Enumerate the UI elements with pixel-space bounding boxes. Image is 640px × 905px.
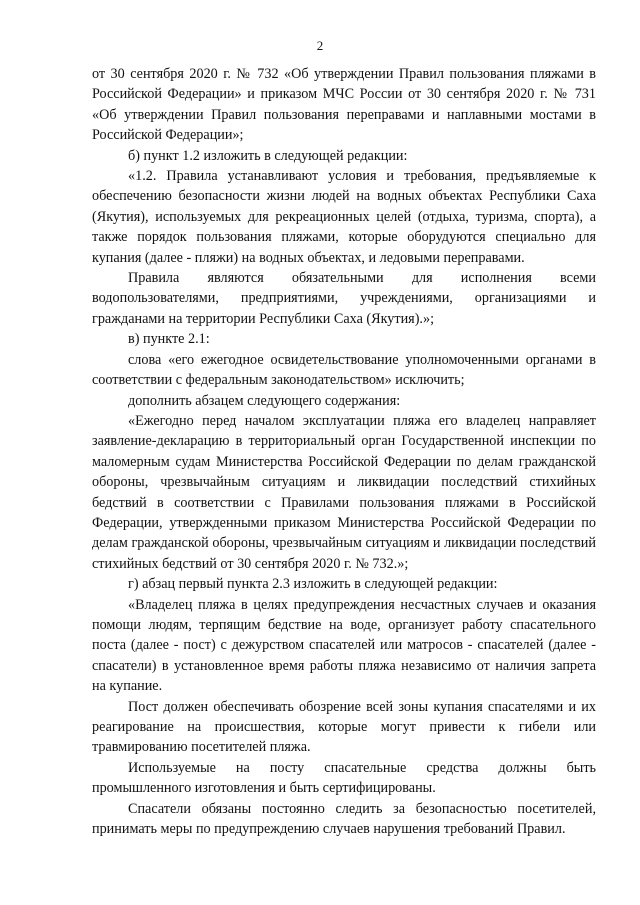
paragraph: Используемые на посту спасательные средства должны быть промышленного изготовления и быть сертифицированы.: [92, 759, 596, 797]
paragraph: слова «его ежегодное освидетельствование уполномоченными органами в соответствии с федеральным законодательством» исключить;: [92, 351, 596, 389]
paragraph: «Ежегодно перед началом эксплуатации пляжа его владелец направляет заявление-декларацию в территориальный орган Государственной инспекции по маломерным судам Министерства Российской Федерации по делам гражданской обороны, чрезвычайным ситуациям и ликвидации последствий стихийных бедствий в соответствии с Правилами пользования пляжами в Российской Федерации, утвержденными приказом Министерства Российской Федерации по делам гражданской обороны, чрезвычайным ситуациям и ликвидации последствий стихийных бедствий от 30 сентября 2020 г. № 732.»;: [92, 412, 596, 572]
document-body: [92, 64, 596, 839]
paragraph: б) пункт 1.2 изложить в следующей редакции:: [128, 147, 408, 164]
paragraph: дополнить абзацем следующего содержания:: [128, 392, 401, 409]
paragraph: «Владелец пляжа в целях предупреждения несчастных случаев и оказания помощи людям, терпящим бедствие на воде, организует работу спасательного поста (далее - пост) с дежурством спасателей или матросов - спасателей (далее - спасатели) в установленное время работы пляжа независимо от наличия запрета на купание.: [92, 596, 596, 695]
paragraph: от 30 сентября 2020 г. № 732 «Об утверждении Правил пользования пляжами в Российской Федерации» и приказом МЧС России от 30 сентября 2020 г. № 731 «Об утверждении Правил пользования переправами и наплавными мостами в Российской Федерации»;: [92, 66, 596, 144]
paragraph: Правила являются обязательными для исполнения всеми водопользователями, предприятиями, учреждениями, организациями и гражданами на территории Республики Саха (Якутия).»;: [92, 270, 596, 327]
paragraph: Спасатели обязаны постоянно следить за безопасностью посетителей, принимать меры по предупреждению случаев нарушения требований Правил.: [92, 800, 596, 838]
paragraph: г) абзац первый пункта 2.3 изложить в следующей редакции:: [128, 576, 498, 593]
paragraph: «1.2. Правила устанавливают условия и требования, предъявляемые к обеспечению безопасности жизни людей на водных объектах Республики Саха (Якутия), используемых для рекреационных целей (отдыха, туризма, спорта), а также порядок пользования пляжами, которые оборудуются специально для купания (далее - пляжи) на водных объектах, и ледовыми переправами.: [92, 168, 596, 266]
paragraph: Пост должен обеспечивать обозрение всей зоны купания спасателями и их реагирование на происшествия, которые могут привести к гибели или травмированию посетителей пляжа.: [92, 698, 596, 756]
page-number: 2: [316, 38, 324, 53]
paragraph: в) пункте 2.1:: [128, 331, 210, 348]
